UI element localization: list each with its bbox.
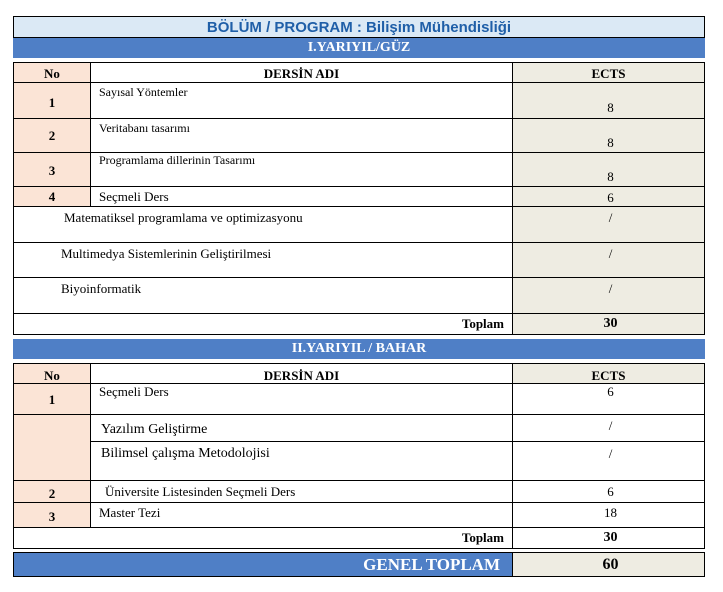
course-ects: 8 xyxy=(512,82,705,119)
grand-total-label: GENEL TOPLAM xyxy=(13,552,513,577)
elective-ects: / xyxy=(512,441,705,481)
elective-ects: / xyxy=(512,206,705,243)
course-name: Veritabanı tasarımı xyxy=(90,118,513,153)
semester2-heading: II.YARIYIL / BAHAR xyxy=(13,339,705,359)
table-row-no: 3 xyxy=(13,152,91,187)
col-name-header: DERSİN ADI xyxy=(90,62,513,83)
elective-name: Bilimsel çalışma Metodolojisi xyxy=(90,441,513,481)
course-ects: 6 xyxy=(512,186,705,207)
table-row-no: 2 xyxy=(13,480,91,503)
elective-ects: / xyxy=(512,414,705,442)
elective-ects: / xyxy=(512,277,705,314)
course-name: Seçmeli Ders xyxy=(90,186,513,207)
course-ects: 8 xyxy=(512,152,705,187)
semester1-total-value: 30 xyxy=(512,313,705,335)
table-row-no: 3 xyxy=(13,502,91,528)
course-ects: 18 xyxy=(512,502,705,528)
elective-name: Biyoinformatik xyxy=(13,277,513,314)
course-name: Sayısal Yöntemler xyxy=(90,82,513,119)
course-name: Programlama dillerinin Tasarımı xyxy=(90,152,513,187)
course-ects: 6 xyxy=(512,383,705,415)
course-name: Seçmeli Ders xyxy=(90,383,513,415)
grand-total-value: 60 xyxy=(512,552,705,577)
elective-name: Multimedya Sistemlerinin Geliştirilmesi xyxy=(13,242,513,278)
semester1-heading: I.YARIYIL/GÜZ xyxy=(13,38,705,58)
program-title: BÖLÜM / PROGRAM : Bilişim Mühendisliği xyxy=(13,16,705,38)
elective-ects: / xyxy=(512,242,705,278)
col-name-header: DERSİN ADI xyxy=(90,363,513,384)
course-name: Üniversite Listesinden Seçmeli Ders xyxy=(90,480,513,503)
col-no-header: No xyxy=(13,62,91,83)
semester2-total-value: 30 xyxy=(512,527,705,549)
course-name: Master Tezi xyxy=(90,502,513,528)
col-ects-header: ECTS xyxy=(512,62,705,83)
semester2-total-label: Toplam xyxy=(13,527,513,549)
table-row-no: 1 xyxy=(13,82,91,119)
elective-name: Matematiksel programlama ve optimizasyonu xyxy=(13,206,513,243)
col-no-header: No xyxy=(13,363,91,384)
table-row-no: 2 xyxy=(13,118,91,153)
col-ects-header: ECTS xyxy=(512,363,705,384)
semester1-total-label: Toplam xyxy=(13,313,513,335)
table-row-no: 4 xyxy=(13,186,91,207)
course-ects: 8 xyxy=(512,118,705,153)
elective-group-no-cell xyxy=(13,414,91,481)
course-ects: 6 xyxy=(512,480,705,503)
table-row-no: 1 xyxy=(13,383,91,415)
elective-name: Yazılım Geliştirme xyxy=(90,414,513,442)
